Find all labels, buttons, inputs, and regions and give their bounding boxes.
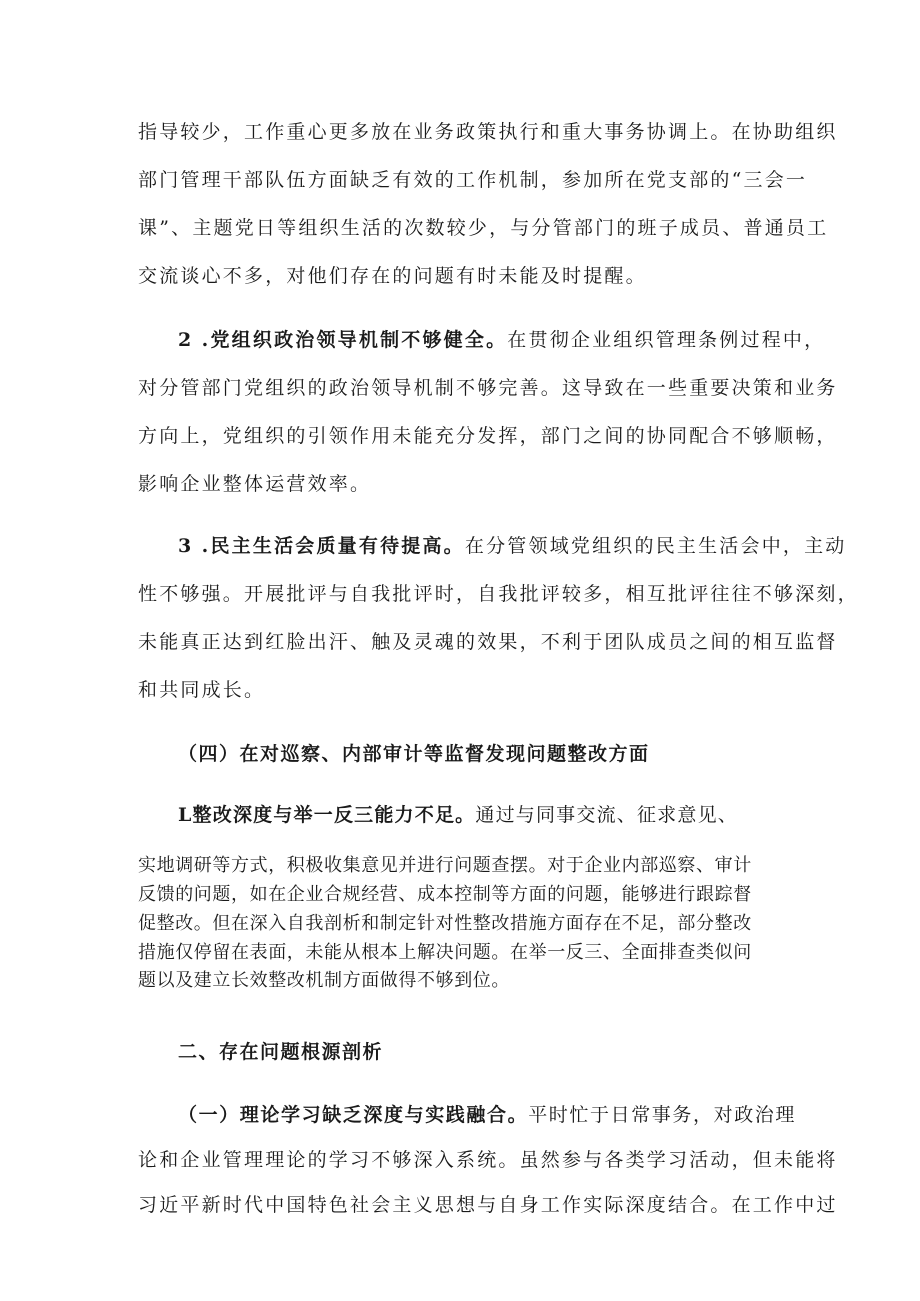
paragraph-line: 促整改。但在深入自我剖析和制定针对性整改措施方面存在不足，部分整改 — [138, 913, 752, 934]
paragraph-line: 影响企业整体运营效率。 — [138, 473, 372, 495]
item-3-title: .民主生活会质量有待提高。 — [201, 535, 465, 557]
item-3-number: 3 — [178, 535, 194, 557]
paragraph-line: 对分管部门党组织的政治领导机制不够完善。这导致在一些重要决策和业务 — [138, 377, 838, 399]
part-2-heading: 二、存在问题根源剖析 — [178, 1041, 384, 1063]
paragraph-line: 论和企业管理理论的学习不够深入系统。虽然参与各类学习活动，但未能将 — [138, 1149, 838, 1171]
item-2-first-line — [178, 328, 825, 352]
section-4-heading: （四）在对巡察、内部审计等监督发现问题整改方面 — [178, 743, 650, 765]
paragraph-line: 习近平新时代中国特色社会主义思想与自身工作实际深度结合。在工作中过 — [138, 1194, 838, 1216]
item-l-first-line — [178, 803, 738, 827]
paragraph-line: 和共同成长。 — [138, 679, 266, 701]
paragraph-line: 部门管理干部队伍方面缺乏有效的工作机制，参加所在党支部的“三会一 — [138, 169, 808, 191]
paragraph-line: 交流谈心不多，对他们存在的问题有时未能及时提醒。 — [138, 265, 647, 287]
paragraph-line: 实地调研等方式，积极收集意见并进行问题查摆。对于企业内部巡察、审计 — [138, 855, 752, 876]
paragraph-line: 方向上，党组织的引领作用未能充分发挥，部门之间的协同配合不够顺畅， — [138, 425, 838, 447]
subsection-1-first-line-rest: 平时忙于日常事务，对政治理 — [528, 1104, 797, 1126]
paragraph-line: 未能真正达到红脸出汗、触及灵魂的效果，不利于团队成员之间的相互监督 — [138, 631, 838, 653]
item-3-first-line-rest: 在分管领域党组织的民主生活会中，主动 — [464, 535, 847, 557]
item-l-title: L整改深度与举一反三能力不足。 — [178, 804, 476, 826]
subsection-1-first-line — [178, 1103, 796, 1127]
item-l-first-line-rest: 通过与同事交流、征求意见、 — [475, 804, 738, 826]
paragraph-line: 课”、主题党日等组织生活的次数较少，与分管部门的班子成员、普通员工 — [138, 217, 829, 239]
paragraph-line: 题以及建立长效整改机制方面做得不够到位。 — [138, 970, 510, 991]
paragraph-line: 性不够强。开展批评与自我批评时，自我批评较多，相互批评往往不够深刻， — [138, 583, 859, 605]
item-2-number: 2 — [178, 329, 194, 351]
item-2-title: .党组织政治领导机制不够健全。 — [201, 329, 508, 351]
paragraph-line: 指导较少，工作重心更多放在业务政策执行和重大事务协调上。在协助组织 — [138, 121, 838, 143]
item-3-first-line — [178, 534, 847, 558]
subsection-1-title: （一）理论学习缺乏深度与实践融合。 — [178, 1104, 529, 1126]
paragraph-line: 反馈的问题，如在企业合规经营、成本控制等方面的问题，能够进行跟踪督 — [138, 884, 752, 905]
item-2-first-line-rest: 在贯彻企业组织管理条例过程中， — [507, 329, 826, 351]
paragraph-line: 措施仅停留在表面，未能从根本上解决问题。在举一反三、全面排查类似问 — [138, 942, 752, 963]
